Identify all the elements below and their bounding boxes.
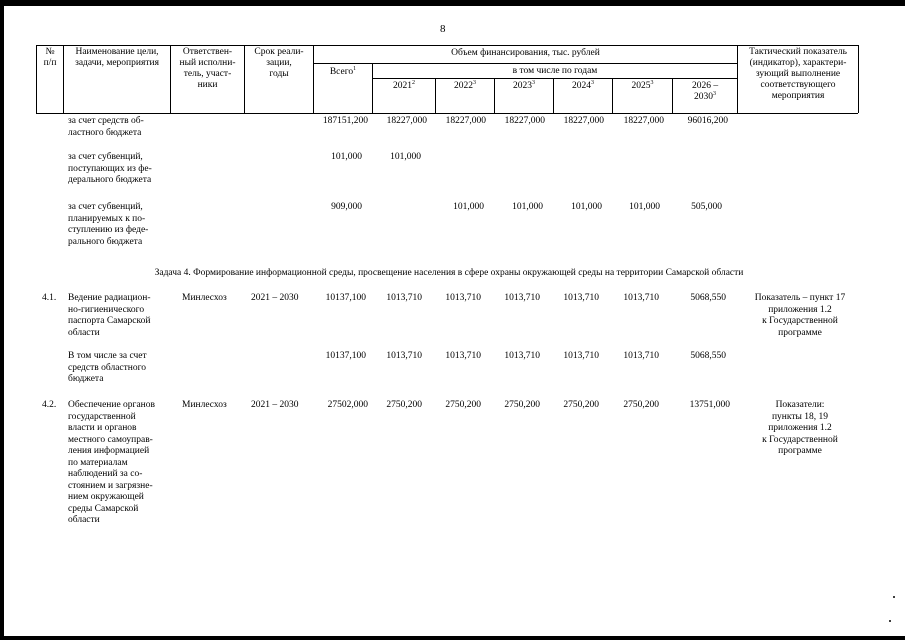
item-total: 10137,100	[325, 351, 366, 361]
header-year-2022: 2022$^3$	[454, 79, 476, 91]
header-term: Срок реали- зации, годы	[254, 47, 304, 79]
row-value-2024: 101,000	[571, 202, 602, 212]
row-total: 187151,200	[322, 116, 368, 126]
row-value-2025: 101,000	[629, 202, 660, 212]
item-value-2023: 2750,200	[504, 400, 540, 410]
item-name: Ведение радиацион- но-гигиенического паспорта Самарской области	[68, 293, 151, 338]
row-value-2026-2030: 96016,200	[687, 116, 728, 126]
item-responsible: Минлесхоз	[182, 400, 227, 410]
scan-speck	[889, 620, 891, 622]
row-value-2024: 18227,000	[563, 116, 604, 126]
header-year-2023: 2023$^3$	[513, 79, 535, 91]
item-value-2023: 1013,710	[504, 293, 540, 303]
item-value-2023: 1013,710	[504, 351, 540, 361]
item-total: 10137,100	[325, 293, 366, 303]
header-year-2021: 2021$^2$	[393, 79, 415, 91]
header-by-years: в том числе по годам	[512, 66, 598, 76]
item-value-2026-2030: 5068,550	[690, 351, 726, 361]
item-value-2024: 1013,710	[563, 351, 599, 361]
item-value-2025: 1013,710	[623, 351, 659, 361]
item-value-2026-2030: 13751,000	[689, 400, 730, 410]
header-funding: Объем финансирования, тыс. рублей	[451, 48, 600, 58]
item-value-2024: 1013,710	[563, 293, 599, 303]
header-num: № п/п	[43, 47, 57, 68]
page-number: 8	[440, 23, 446, 35]
item-value-2021: 1013,710	[386, 351, 422, 361]
row-value-2021: 18227,000	[386, 116, 427, 126]
header-year-2024: 2024$^3$	[572, 79, 594, 91]
item-term: 2021 – 2030	[251, 400, 299, 410]
header-year-2026-2030: 2026 – 2030$^3$	[691, 81, 719, 102]
item-value-2022: 2750,200	[445, 400, 481, 410]
item-total: 27502,000	[327, 400, 368, 410]
header-indicator: Тактический показатель (индикатор), характери- зующий выполнение соответствующего мероприятия	[749, 47, 847, 101]
scan-speck	[893, 596, 895, 598]
item-value-2021: 2750,200	[386, 400, 422, 410]
item-value-2025: 2750,200	[623, 400, 659, 410]
scan-bottom-edge	[0, 636, 905, 640]
row-total: 909,000	[331, 202, 362, 212]
item-value-2022: 1013,710	[445, 293, 481, 303]
item-value-2022: 1013,710	[445, 351, 481, 361]
item-value-2024: 2750,200	[563, 400, 599, 410]
item-value-2021: 1013,710	[386, 293, 422, 303]
row-name: за счет субвенций, планируемых к по- ступлению из феде- рального бюджета	[68, 202, 149, 247]
item-indicator: Показатели: пункты 18, 19 приложения 1.2 к Государственной программе	[762, 400, 838, 456]
row-value-2022: 18227,000	[445, 116, 486, 126]
item-name: В том числе за счет средств областного бюджета	[68, 351, 147, 384]
item-name: Обеспечение органов государственной власти и органов местного самоуправ- ления информацией по материалам наблюдений за со- стоянием и загрязне- нием окружающей среды Самарской области	[68, 400, 155, 525]
item-num: 4.2.	[42, 400, 57, 410]
row-name: за счет субвенций, поступающих из фе- дерального бюджета	[68, 152, 152, 185]
row-total: 101,000	[331, 152, 362, 162]
scan-left-edge	[0, 0, 4, 640]
item-responsible: Минлесхоз	[182, 293, 227, 303]
row-value-2025: 18227,000	[623, 116, 664, 126]
row-value-2026-2030: 505,000	[691, 202, 722, 212]
item-num: 4.1.	[42, 293, 57, 303]
header-name: Наименование цели, задачи, мероприятия	[75, 47, 159, 68]
header-total: Всего$^1$	[329, 65, 357, 77]
item-value-2026-2030: 5068,550	[690, 293, 726, 303]
row-value-2023: 101,000	[512, 202, 543, 212]
scan-top-edge	[0, 0, 905, 6]
row-name: за счет средств об- ластного бюджета	[68, 116, 144, 138]
row-value-2022: 101,000	[453, 202, 484, 212]
row-value-2021: 101,000	[390, 152, 421, 162]
item-value-2025: 1013,710	[623, 293, 659, 303]
header-year-2025: 2025$^3$	[631, 79, 654, 91]
item-indicator: Показатель – пункт 17 приложения 1.2 к Государственной программе	[754, 293, 846, 338]
item-term: 2021 – 2030	[251, 293, 299, 303]
header-responsible: Ответствен- ный исполни- тель, участ- ники	[179, 47, 236, 90]
row-value-2023: 18227,000	[504, 116, 545, 126]
task-title: Задача 4. Формирование информационной среды, просвещение населения в сфере охраны окружающей среды на территории Самарской области	[154, 268, 744, 278]
